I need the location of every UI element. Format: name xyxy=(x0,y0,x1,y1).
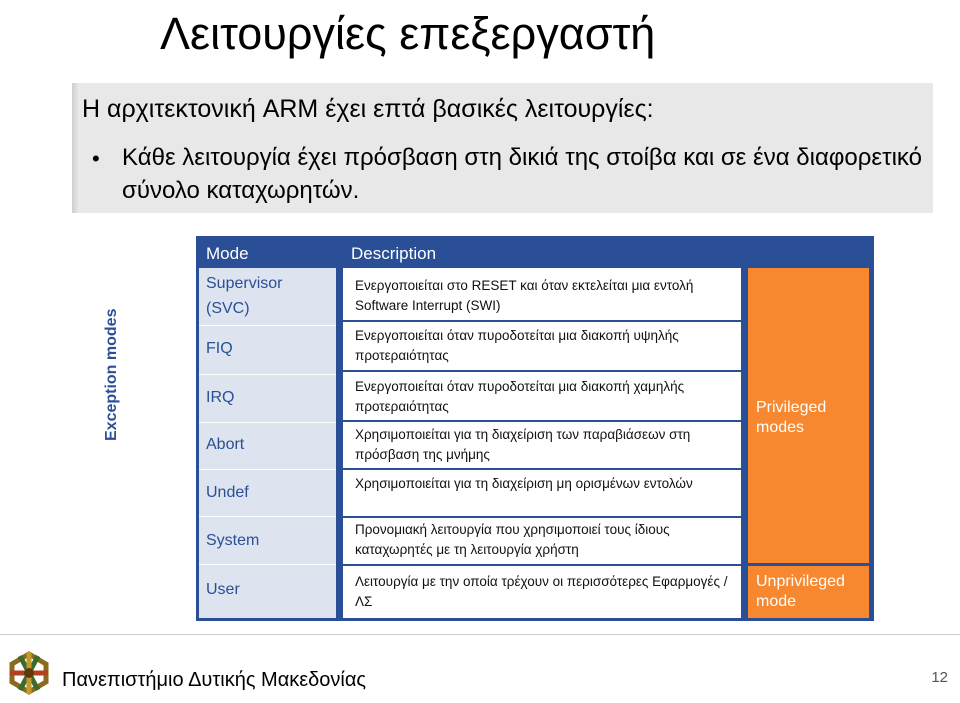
table-header-description: Description xyxy=(351,244,437,263)
mode-supervisor: Supervisor xyxy=(206,275,283,292)
mode-irq: IRQ xyxy=(206,389,235,406)
footer-divider xyxy=(0,634,960,635)
university-knot-logo-icon xyxy=(6,650,52,696)
privileged-modes-label: Privileged modes xyxy=(756,399,827,436)
page-number: 12 xyxy=(931,669,948,686)
description-separator xyxy=(343,516,741,518)
mode-user: User xyxy=(206,581,240,598)
bullet-dot-icon: • xyxy=(92,146,100,171)
mode-separator xyxy=(199,469,336,470)
description-user: Λειτουργία με την οποία τρέχουν οι περισσότερες Εφαρμογές / ΛΣ xyxy=(355,574,728,609)
mode-system: System xyxy=(206,532,260,549)
description-separator xyxy=(343,420,741,422)
description-fiq: Ενεργοποιείται όταν πυροδοτείται μια διακοπή υψηλής προτεραιότητας xyxy=(355,328,679,363)
slide-title: Λειτουργίες επεξεργαστή xyxy=(160,8,656,59)
exception-modes-label: Exception modes xyxy=(103,308,120,441)
description-undef: Χρησιμοποιείται για τη διαχείριση μη ορισμένων εντολών xyxy=(355,476,693,491)
description-system: Προνομιακή λειτουργία που χρησιμοποιεί τους ίδιους καταχωρητές με τη λειτουργία χρήστη xyxy=(355,522,670,557)
university-name: Πανεπιστήμιο Δυτικής Μακεδονίας xyxy=(62,669,367,691)
mode-separator xyxy=(199,325,336,326)
mode-separator xyxy=(199,516,336,517)
mode-separator xyxy=(199,564,336,565)
description-separator xyxy=(343,468,741,470)
unprivileged-mode-label: Unprivileged mode xyxy=(756,573,845,610)
description-supervisor: Ενεργοποιείται στο RESET και όταν εκτελείται μια εντολή Software Interrupt (SWI) xyxy=(355,278,694,313)
mode-abort: Abort xyxy=(206,436,245,453)
mode-fiq: FIQ xyxy=(206,340,233,357)
description-irq: Ενεργοποιείται όταν πυροδοτείται μια διακοπή χαμηλής προτεραιότητας xyxy=(355,379,685,414)
description-abort: Χρησιμοποιείται για τη διαχείριση των παραβιάσεων στη πρόσβαση της μνήμης xyxy=(355,427,691,462)
intro-heading: Η αρχιτεκτονική ARM έχει επτά βασικές λειτουργίες: xyxy=(82,95,654,123)
mode-svc: (SVC) xyxy=(206,300,250,317)
description-separator xyxy=(343,320,741,322)
table-header-mode: Mode xyxy=(206,244,249,263)
bullet-text: Κάθε λειτουργία έχει πρόσβαση στη δικιά της στοίβα και σε ένα διαφορετικό σύνολο καταχωρητών. xyxy=(122,144,922,204)
mode-separator xyxy=(199,374,336,375)
description-separator xyxy=(343,370,741,372)
mode-undef: Undef xyxy=(206,484,249,501)
intro-box-edge xyxy=(72,83,80,213)
description-separator xyxy=(343,564,741,566)
mode-separator xyxy=(199,422,336,423)
